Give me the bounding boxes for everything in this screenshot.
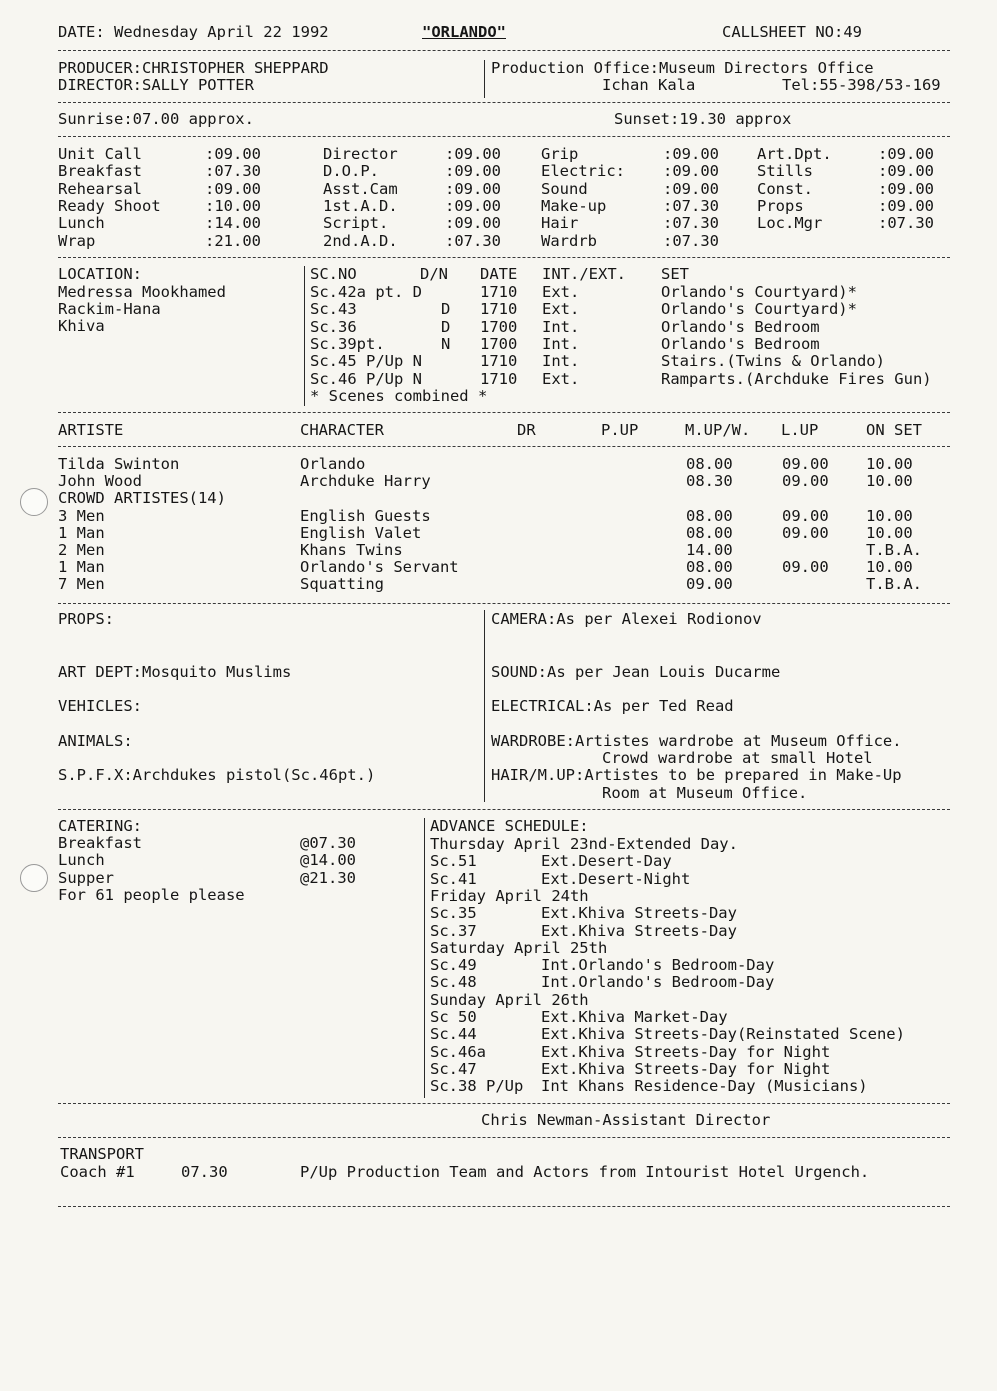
artiste-cell: English Valet bbox=[300, 523, 422, 542]
call-time: :10.00 bbox=[205, 196, 261, 215]
divider bbox=[58, 136, 950, 137]
advance-line: Sc.48 bbox=[430, 973, 477, 992]
artiste-cell: 10.00 bbox=[866, 472, 913, 491]
artiste-cell: Khans Twins bbox=[300, 541, 403, 559]
artiste-cell: 09.00 bbox=[782, 455, 829, 473]
artiste-cell: T.B.A. bbox=[866, 541, 922, 559]
call-time: :21.00 bbox=[205, 231, 261, 250]
call-time: :09.00 bbox=[663, 145, 719, 163]
divider bbox=[58, 1103, 950, 1104]
call-label: Electric: bbox=[541, 162, 625, 181]
date-line: DATE: Wednesday April 22 1992 bbox=[58, 23, 329, 41]
catering-label: CATERING: bbox=[58, 817, 142, 835]
advance-line: Sc.37 bbox=[430, 921, 477, 940]
scene-cell: Ramparts.(Archduke Fires Gun) bbox=[661, 369, 932, 388]
advance-line: Sc.38 P/Up bbox=[430, 1077, 524, 1096]
artiste-header: ARTISTE bbox=[58, 421, 124, 439]
advance-line: Friday April 24th bbox=[430, 886, 589, 905]
call-time: :07.30 bbox=[445, 231, 501, 250]
artiste-cell: 10.00 bbox=[866, 523, 913, 542]
advance-detail: Int Khans Residence-Day (Musicians) bbox=[541, 1077, 868, 1096]
advance-detail: Ext.Khiva Streets-Day(Reinstated Scene) bbox=[541, 1025, 905, 1044]
vertical-divider bbox=[484, 610, 485, 802]
artiste-cell: 09.00 bbox=[782, 558, 829, 577]
scene-cell: 1710 bbox=[480, 352, 518, 371]
artiste-cell: T.B.A. bbox=[866, 575, 922, 594]
vehicles: VEHICLES: bbox=[58, 697, 142, 715]
call-label: Art.Dpt. bbox=[757, 145, 832, 163]
artiste-cell: 10.00 bbox=[866, 558, 913, 577]
scene-cell: Int. bbox=[542, 317, 580, 336]
artiste-cell: 08.30 bbox=[686, 472, 733, 491]
scenes-note: * Scenes combined * bbox=[310, 387, 488, 405]
call-label: Stills bbox=[757, 162, 813, 181]
catering-time: @07.30 bbox=[300, 834, 356, 852]
location-line: Rackim-Hana bbox=[58, 300, 161, 319]
call-label: Lunch bbox=[58, 214, 105, 233]
artiste-cell: 09.00 bbox=[782, 472, 829, 491]
catering-time: @14.00 bbox=[300, 851, 356, 870]
artiste-cell: 10.00 bbox=[866, 455, 913, 473]
advance-line: Sc.47 bbox=[430, 1059, 477, 1078]
scene-header: SC.NO bbox=[310, 265, 357, 283]
call-label: D.O.P. bbox=[323, 162, 379, 181]
call-time: :14.00 bbox=[205, 214, 261, 233]
artiste-cell: 08.00 bbox=[686, 523, 733, 542]
advance-detail: Ext.Khiva Streets-Day bbox=[541, 904, 737, 923]
advance-line: Saturday April 25th bbox=[430, 938, 608, 957]
divider bbox=[58, 102, 950, 103]
advance-line: Sc.49 bbox=[430, 956, 477, 975]
artiste-cell: Squatting bbox=[300, 575, 384, 594]
artiste-cell: 7 Men bbox=[58, 575, 105, 594]
catering-note: For 61 people please bbox=[58, 886, 245, 904]
location-line: Khiva bbox=[58, 317, 105, 336]
catering-item: Supper bbox=[58, 868, 114, 887]
call-time: :09.00 bbox=[878, 196, 934, 215]
office-tel: Tel:55-398/53-169 bbox=[782, 76, 941, 94]
transport-label: TRANSPORT bbox=[60, 1145, 144, 1163]
call-label: Const. bbox=[757, 179, 813, 198]
punch-hole bbox=[20, 488, 48, 516]
call-label: Rehearsal bbox=[58, 179, 142, 198]
hair-makeup-room: Room at Museum Office. bbox=[602, 784, 808, 802]
call-label: 2nd.A.D. bbox=[323, 231, 398, 250]
artiste-header: L.UP bbox=[781, 421, 819, 439]
scene-cell: Sc.43 bbox=[310, 300, 357, 319]
divider bbox=[58, 1137, 950, 1138]
advance-detail: Ext.Khiva Streets-Day for Night bbox=[541, 1042, 831, 1061]
vertical-divider bbox=[424, 818, 425, 1098]
catering-item: Breakfast bbox=[58, 834, 142, 852]
catering-item: Lunch bbox=[58, 851, 105, 870]
advance-detail: Ext.Khiva Market-Day bbox=[541, 1008, 728, 1026]
advance-detail: Ext.Khiva Streets-Day bbox=[541, 921, 737, 940]
artiste-cell: 2 Men bbox=[58, 541, 105, 559]
call-time: :07.30 bbox=[663, 214, 719, 233]
advance-line: Thursday April 23nd-Extended Day. bbox=[430, 835, 738, 853]
advance-detail: Int.Orlando's Bedroom-Day bbox=[541, 973, 775, 992]
scene-cell: Sc.39pt. bbox=[310, 334, 385, 353]
scene-cell: Int. bbox=[542, 352, 580, 371]
artiste-cell: 08.00 bbox=[686, 558, 733, 577]
advance-detail: Ext.Desert-Night bbox=[541, 869, 691, 888]
call-time: :09.00 bbox=[878, 162, 934, 181]
hair-makeup: HAIR/M.UP:Artistes to be prepared in Make-Up bbox=[491, 766, 902, 784]
scene-cell: N bbox=[441, 334, 451, 353]
scene-cell: Stairs.(Twins & Orlando) bbox=[661, 352, 885, 371]
divider bbox=[58, 257, 950, 258]
artiste-cell: 08.00 bbox=[686, 455, 733, 473]
scene-cell: Orlando's Bedroom bbox=[661, 334, 820, 353]
props-label: PROPS: bbox=[58, 610, 114, 628]
advance-line: Sc.51 bbox=[430, 852, 477, 871]
call-time: :09.00 bbox=[445, 162, 501, 181]
spfx: S.P.F.X:Archdukes pistol(Sc.46pt.) bbox=[58, 766, 376, 784]
call-label: Ready Shoot bbox=[58, 196, 161, 215]
wardrobe: WARDROBE:Artistes wardrobe at Museum Office. bbox=[491, 732, 902, 750]
producer-line: PRODUCER:CHRISTOPHER SHEPPARD bbox=[58, 59, 329, 77]
call-label: Hair bbox=[541, 214, 579, 233]
artiste-cell: 09.00 bbox=[782, 523, 829, 542]
catering-time: @21.30 bbox=[300, 868, 356, 887]
divider bbox=[58, 412, 950, 413]
call-time: :07.30 bbox=[663, 196, 719, 215]
call-time: :09.00 bbox=[205, 145, 261, 163]
call-label: Asst.Cam bbox=[323, 179, 398, 198]
advance-label: ADVANCE SCHEDULE: bbox=[430, 817, 589, 835]
location-label: LOCATION: bbox=[58, 265, 142, 283]
electrical: ELECTRICAL:As per Ted Read bbox=[491, 697, 734, 715]
director-line: DIRECTOR:SALLY POTTER bbox=[58, 76, 254, 94]
artiste-header: M.UP/W. bbox=[685, 421, 751, 439]
scene-cell: 1700 bbox=[480, 334, 518, 353]
call-label: Wardrb bbox=[541, 231, 597, 250]
call-time: :09.00 bbox=[878, 179, 934, 198]
scene-header: D/N bbox=[420, 265, 448, 283]
scene-cell: 1710 bbox=[480, 300, 518, 319]
office-line: Production Office:Museum Directors Office bbox=[491, 59, 874, 77]
scene-cell: Ext. bbox=[542, 283, 580, 301]
divider bbox=[58, 50, 950, 51]
wardrobe-crowd: Crowd wardrobe at small Hotel bbox=[602, 749, 873, 767]
artiste-cell: 3 Men bbox=[58, 506, 105, 525]
art-dept: ART DEPT:Mosquito Muslims bbox=[58, 663, 292, 681]
sunset: Sunset:19.30 approx bbox=[614, 110, 792, 128]
artiste-header: DR bbox=[517, 421, 536, 439]
advance-line: Sunday April 26th bbox=[430, 990, 589, 1009]
punch-hole bbox=[20, 864, 48, 892]
call-time: :09.00 bbox=[445, 145, 501, 163]
artiste-header: ON SET bbox=[866, 421, 922, 439]
artiste-cell: Orlando bbox=[300, 455, 366, 473]
advance-detail: Ext.Khiva Streets-Day for Night bbox=[541, 1059, 831, 1078]
artiste-cell: Archduke Harry bbox=[300, 472, 431, 491]
artiste-header: CHARACTER bbox=[300, 421, 384, 439]
camera: CAMERA:As per Alexei Rodionov bbox=[491, 610, 762, 628]
advance-line: Sc.41 bbox=[430, 869, 477, 888]
call-time: :09.00 bbox=[445, 214, 501, 233]
scene-header: INT./EXT. bbox=[542, 265, 626, 283]
vertical-divider bbox=[484, 60, 485, 98]
production-title: "ORLANDO" bbox=[422, 23, 506, 41]
office-place: Ichan Kala bbox=[602, 76, 696, 94]
scene-cell: Ext. bbox=[542, 369, 580, 388]
scene-cell: Orlando's Bedroom bbox=[661, 317, 820, 336]
call-time: :09.00 bbox=[663, 162, 719, 181]
advance-detail: Ext.Desert-Day bbox=[541, 852, 672, 871]
sunrise: Sunrise:07.00 approx. bbox=[58, 110, 254, 128]
call-label: Unit Call bbox=[58, 145, 142, 163]
sound: SOUND:As per Jean Louis Ducarme bbox=[491, 663, 781, 681]
advance-detail: Int.Orlando's Bedroom-Day bbox=[541, 956, 775, 975]
call-label: Loc.Mgr bbox=[757, 214, 823, 233]
advance-line: Sc.35 bbox=[430, 904, 477, 923]
divider bbox=[58, 603, 950, 604]
call-label: Breakfast bbox=[58, 162, 142, 181]
scene-cell: 1710 bbox=[480, 283, 518, 301]
artiste-cell: English Guests bbox=[300, 506, 431, 525]
divider bbox=[58, 1206, 950, 1207]
vertical-divider bbox=[304, 266, 305, 406]
artiste-cell: 10.00 bbox=[866, 506, 913, 525]
call-time: :09.00 bbox=[663, 179, 719, 198]
artiste-header: P.UP bbox=[601, 421, 639, 439]
artiste-cell: CROWD ARTISTES(14) bbox=[58, 489, 226, 508]
scene-cell: D bbox=[441, 300, 451, 319]
scene-cell: Sc.36 bbox=[310, 317, 357, 336]
scene-cell: Sc.45 P/Up N bbox=[310, 352, 422, 371]
callsheet-number: CALLSHEET NO:49 bbox=[722, 23, 862, 41]
call-label: 1st.A.D. bbox=[323, 196, 398, 215]
call-time: :07.30 bbox=[663, 231, 719, 250]
call-label: Sound bbox=[541, 179, 588, 198]
divider bbox=[58, 809, 950, 810]
advance-line: Sc.46a bbox=[430, 1042, 486, 1061]
advance-line: Sc 50 bbox=[430, 1008, 477, 1026]
artiste-cell: 09.00 bbox=[686, 575, 733, 594]
call-label: Script. bbox=[323, 214, 389, 233]
artiste-cell: 1 Man bbox=[58, 523, 105, 542]
call-label: Director bbox=[323, 145, 398, 163]
artiste-cell: 09.00 bbox=[782, 506, 829, 525]
artiste-cell: Orlando's Servant bbox=[300, 558, 459, 577]
call-label: Grip bbox=[541, 145, 579, 163]
call-time: :09.00 bbox=[205, 179, 261, 198]
transport-desc: P/Up Production Team and Actors from Intourist Hotel Urgench. bbox=[300, 1163, 870, 1181]
artiste-cell: 08.00 bbox=[686, 506, 733, 525]
scene-header: DATE bbox=[480, 265, 518, 283]
call-time: :09.00 bbox=[445, 179, 501, 198]
assistant-director: Chris Newman-Assistant Director bbox=[481, 1111, 771, 1129]
scene-cell: Ext. bbox=[542, 300, 580, 319]
call-label: Wrap bbox=[58, 231, 96, 250]
call-time: :09.00 bbox=[878, 145, 934, 163]
call-time: :09.00 bbox=[445, 196, 501, 215]
artiste-cell: Tilda Swinton bbox=[58, 455, 180, 473]
scene-cell: Orlando's Courtyard)* bbox=[661, 300, 857, 319]
transport-time: 07.30 bbox=[181, 1163, 228, 1181]
scene-cell: Orlando's Courtyard)* bbox=[661, 283, 857, 301]
scene-cell: 1710 bbox=[480, 369, 518, 388]
location-line: Medressa Mookhamed bbox=[58, 283, 226, 301]
artiste-cell: 1 Man bbox=[58, 558, 105, 577]
call-time: :07.30 bbox=[205, 162, 261, 181]
transport-coach: Coach #1 bbox=[60, 1163, 135, 1181]
artiste-cell: 14.00 bbox=[686, 541, 733, 559]
call-label: Props bbox=[757, 196, 804, 215]
call-label: Make-up bbox=[541, 196, 607, 215]
scene-header: SET bbox=[661, 265, 689, 283]
scene-cell: D bbox=[441, 317, 451, 336]
artiste-cell: John Wood bbox=[58, 472, 142, 491]
divider bbox=[58, 446, 950, 447]
scene-cell: Sc.42a pt. D bbox=[310, 283, 422, 301]
animals: ANIMALS: bbox=[58, 732, 133, 750]
call-time: :07.30 bbox=[878, 214, 934, 233]
scene-cell: Int. bbox=[542, 334, 580, 353]
advance-line: Sc.44 bbox=[430, 1025, 477, 1044]
scene-cell: Sc.46 P/Up N bbox=[310, 369, 422, 388]
scene-cell: 1700 bbox=[480, 317, 518, 336]
